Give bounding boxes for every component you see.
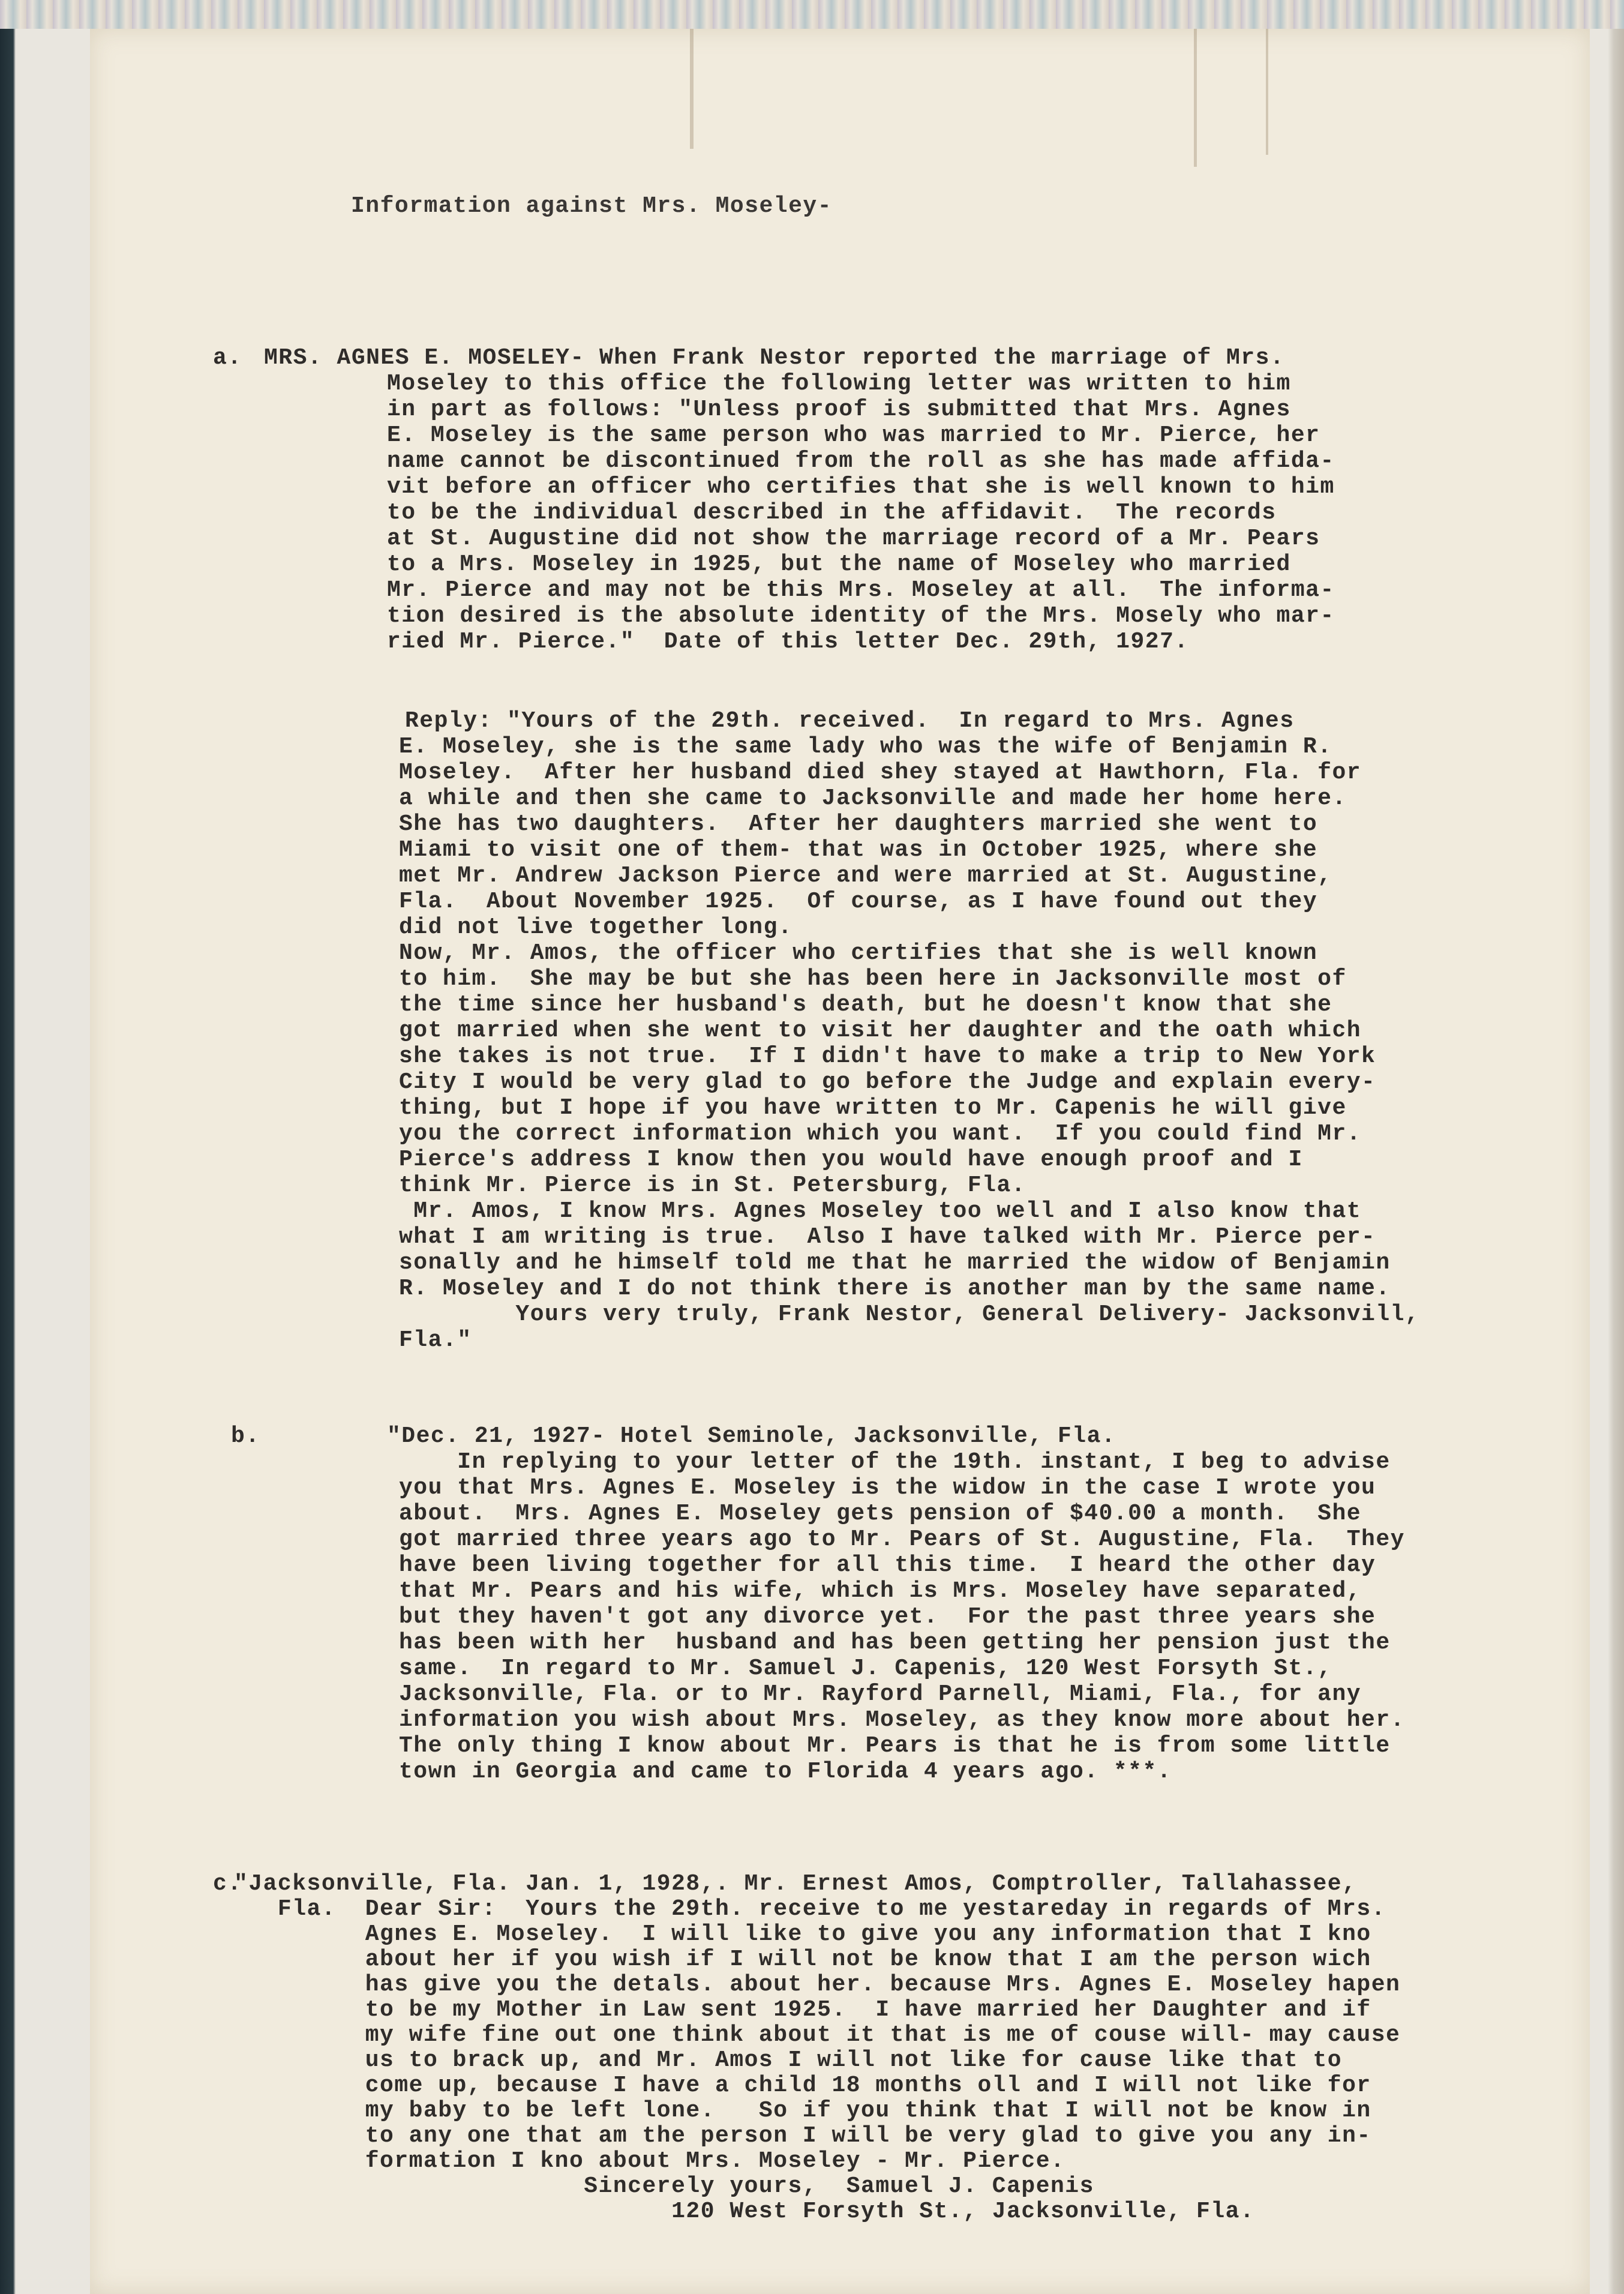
section-c-body-line: come up, because I have a child 18 months oll and I will not like for (234, 2073, 1371, 2098)
section-a-reply-line: Fla. About November 1925. Of course, as I have found out they (399, 889, 1318, 914)
section-a-reply-line: what I am writing is true. Also I have talked with Mr. Pierce per- (399, 1224, 1376, 1250)
section-b-body-line: In replying to your letter of the 19th. instant, I beg to advise (399, 1449, 1391, 1475)
section-a-reply-line: a while and then she came to Jacksonville and made her home here. (399, 785, 1347, 811)
section-a-body-line: vit before an officer who certifies that she is well known to him (387, 474, 1335, 500)
section-b-body-line: about. Mrs. Agnes E. Moseley gets pension of $40.00 a month. She (399, 1501, 1362, 1527)
section-a-body-line: Moseley to this office the following letter was written to him (387, 371, 1291, 397)
section-a-reply-line: Miami to visit one of them- that was in October 1925, where she (399, 837, 1318, 863)
section-a-body-line: to a Mrs. Moseley in 1925, but the name of Moseley who married (387, 551, 1291, 577)
section-b-body-line: have been living together for all this time. I heard the other day (399, 1552, 1376, 1578)
section-b-body-line: that Mr. Pears and his wife, which is Mrs. Moseley have separated, (399, 1578, 1362, 1604)
section-a-reply-line: think Mr. Pierce is in St. Petersburg, Fla. (399, 1173, 1026, 1198)
section-a-reply-line: Mr. Amos, I know Mrs. Agnes Moseley too well and I also know that (399, 1198, 1362, 1224)
section-a-reply-line: R. Moseley and I do not think there is another man by the same name. (399, 1276, 1391, 1302)
section-c-body-line: to any one that am the person I will be very glad to give you any in- (234, 2123, 1371, 2149)
section-b-body-line: has been with her husband and has been getting her pension just the (399, 1630, 1391, 1656)
section-c-body-line: has give you the detals. about her. because Mrs. Agnes E. Moseley hapen (234, 1972, 1401, 1998)
section-a-body-line: at St. Augustine did not show the marriage record of a Mr. Pears (387, 526, 1320, 551)
section-a-body-line: Mr. Pierce and may not be this Mrs. Moseley at all. The informa- (387, 577, 1335, 603)
section-c-body-line: about her if you wish if I will not be know that I am the person wich (234, 1947, 1371, 1972)
section-a-reply-line: Reply: "Yours of the 29th. received. In regard to Mrs. Agnes (405, 708, 1295, 734)
section-c-body-line: formation I kno about Mrs. Moseley - Mr. Pierce. (234, 2148, 1065, 2174)
section-c-body-line: Fla. Dear Sir: Yours the 29th. receive to me yestareday in regards of Mrs. (234, 1896, 1386, 1922)
section-c-body-line: to be my Mother in Law sent 1925. I have married her Daughter and if (234, 1997, 1371, 2023)
section-a-body-line: name cannot be discontinued from the roll as she has made affida- (387, 448, 1335, 474)
section-a-reply-line: to him. She may be but she has been here in Jacksonville most of (399, 966, 1347, 992)
section-c-body-line: Agnes E. Moseley. I will like to give you any information that I kno (234, 1921, 1371, 1947)
section-a-label: a. (213, 345, 242, 371)
section-a-reply-line: sonally and he himself told me that he married the widow of Benjamin (399, 1250, 1391, 1276)
section-a-body-line: ried Mr. Pierce." Date of this letter Dec. 29th, 1927. (387, 629, 1189, 655)
section-a-reply-line: did not live together long. (399, 914, 793, 940)
section-c-label: c. (213, 1871, 242, 1897)
section-b-body-line: The only thing I know about Mr. Pears is that he is from some little (399, 1733, 1391, 1759)
section-a-reply-line: Fla." (399, 1327, 472, 1353)
section-b-body-line: Jacksonville, Fla. or to Mr. Rayford Parnell, Miami, Fla., for any (399, 1681, 1362, 1707)
section-c-body-line: "Jacksonville, Fla. Jan. 1, 1928,. Mr. Ernest Amos, Comptroller, Tallahassee, (234, 1871, 1357, 1897)
section-a-body-line: E. Moseley is the same person who was married to Mr. Pierce, her (387, 422, 1320, 448)
section-a-reply-line: Now, Mr. Amos, the officer who certifies that she is well known (399, 940, 1318, 966)
section-b-body-line: town in Georgia and came to Florida 4 years ago. ***. (399, 1759, 1172, 1785)
section-a-reply-line: met Mr. Andrew Jackson Pierce and were married at St. Augustine, (399, 863, 1332, 889)
section-c-body-line: us to brack up, and Mr. Amos I will not like for cause like that to (234, 2047, 1343, 2073)
section-b-body-line: but they haven't got any divorce yet. For the past three years she (399, 1604, 1376, 1630)
section-c-body-line: Sincerely yours, Samuel J. Capenis (234, 2173, 1094, 2199)
section-a-body-line: to be the individual described in the affidavit. The records (387, 500, 1277, 526)
section-a-body-line: tion desired is the absolute identity of the Mrs. Mosely who mar- (387, 603, 1335, 629)
section-c-body-line: my baby to be left lone. So if you think that I will not be know in (234, 2098, 1371, 2124)
section-a-reply-line: got married when she went to visit her daughter and the oath which (399, 1018, 1362, 1043)
section-a-reply-line: you the correct information which you want. If you could find Mr. (399, 1121, 1362, 1147)
section-c-body-line: my wife fine out one think about it that is me of couse will- may cause (234, 2022, 1401, 2048)
section-a-reply-line: Pierce's address I know then you would have enough proof and I (399, 1147, 1303, 1173)
section-a-reply-line: She has two daughters. After her daughters married she went to (399, 811, 1318, 837)
section-a-reply-line: E. Moseley, she is the same lady who was the wife of Benjamin R. (399, 734, 1332, 760)
paper-crease (690, 29, 694, 149)
section-b-body-line: you that Mrs. Agnes E. Moseley is the widow in the case I wrote you (399, 1475, 1376, 1501)
section-a-body-line: in part as follows: "Unless proof is submitted that Mrs. Agnes (387, 397, 1291, 422)
section-a-reply-line: the time since her husband's death, but he doesn't know that she (399, 992, 1332, 1018)
section-a-reply-line: thing, but I hope if you have written to Mr. Capenis he will give (399, 1095, 1347, 1121)
section-a-reply-line: Moseley. After her husband died shey stayed at Hawthorn, Fla. for (399, 760, 1362, 785)
section-a-reply-line: City I would be very glad to go before the Judge and explain every- (399, 1069, 1376, 1095)
document-title: Information against Mrs. Moseley- (351, 193, 833, 219)
paper-crease (1266, 29, 1268, 155)
section-c-body-line: 120 West Forsyth St., Jacksonville, Fla. (234, 2199, 1255, 2224)
paper-crease (1194, 29, 1197, 167)
section-a-reply-line: Yours very truly, Frank Nestor, General Delivery- Jacksonvill, (399, 1302, 1420, 1327)
section-b-body-line: got married three years ago to Mr. Pears of St. Augustine, Fla. They (399, 1527, 1405, 1552)
section-a-reply-line: she takes is not true. If I didn't have to make a trip to New York (399, 1043, 1376, 1069)
section-a-body-line: MRS. AGNES E. MOSELEY- When Frank Nestor reported the marriage of Mrs. (264, 345, 1285, 371)
section-b-body-line: same. In regard to Mr. Samuel J. Capenis, 120 West Forsyth St., (399, 1656, 1332, 1681)
section-b-body-line: information you wish about Mrs. Moseley, as they know more about her. (399, 1707, 1405, 1733)
scanner-color-strip (0, 0, 1624, 29)
section-b-body-line: "Dec. 21, 1927- Hotel Seminole, Jacksonville, Fla. (387, 1423, 1116, 1449)
section-b-label: b. (231, 1423, 260, 1449)
